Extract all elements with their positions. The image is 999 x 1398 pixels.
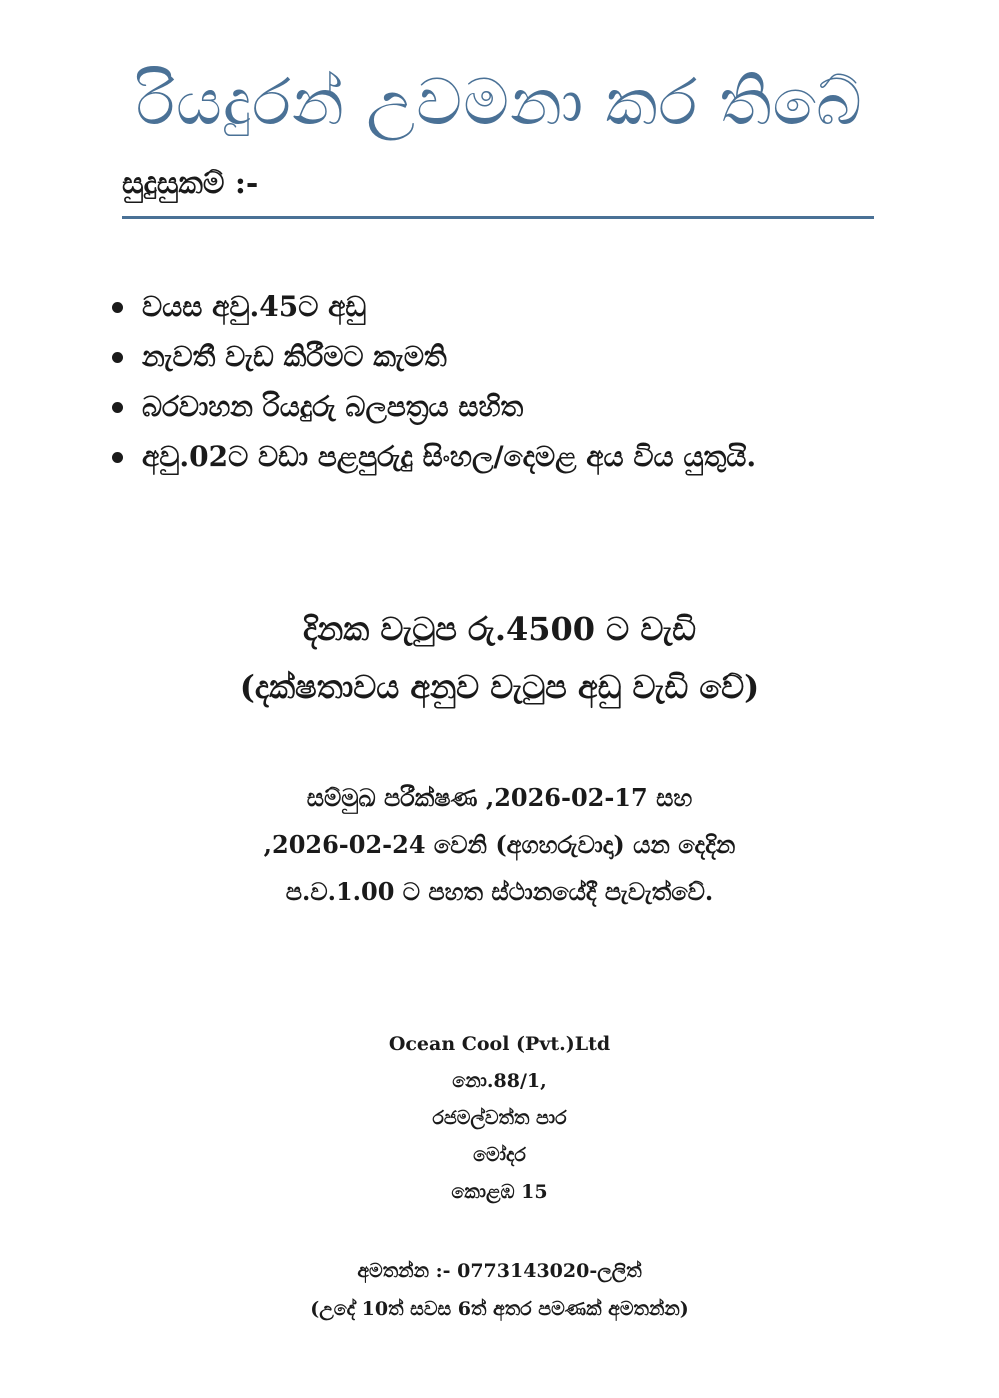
qualifications-heading: සුදුසුකම් :- [122,166,259,201]
list-item [112,282,756,332]
qualification-experience: අවු.02ට වඩා පළපුරුදු සිංහල/දෙමළ අය විය යුතුයි. [142,440,757,473]
interview-block [0,774,999,915]
address-block [0,1026,999,1211]
qualification-license: බරවාහන රියදුරු බලපත්‍රය සහිත [142,390,524,423]
address-area: මෝදර [473,1144,526,1166]
bullet-icon [112,302,123,313]
list-item [112,382,756,432]
heading-divider [122,216,874,219]
bullet-icon [112,402,123,413]
list-item [112,432,756,482]
interview-date-1: සම්මුඛ පරීක්ෂණ ,2026-02-17 සහ [306,783,693,812]
contact-phone: අමතන්න :- 0773143020-ලලිත් [357,1260,642,1282]
bullet-icon [112,452,123,463]
list-item [112,332,756,382]
bullet-icon [112,352,123,363]
qualifications-list [112,282,756,482]
salary-note: (දක්ෂතාවය අනුව වැටුප අඩු වැඩි වේ) [239,668,760,706]
interview-date-2: ,2026-02-24 වෙනි (අගහරුවාදා) යන දෙදින [263,830,736,859]
salary-block [0,600,999,716]
qualification-age: වයස අවු.45ට අඩු [142,290,367,323]
salary-amount: දිනක වැටුප රු.4500 ට වැඩි [303,610,696,648]
qualification-stay: නැවතී වැඩ කිරීමට කැමති [142,340,447,373]
company-name: Ocean Cool (Pvt.)Ltd [388,1033,611,1055]
address-city: කොළඹ 15 [451,1181,548,1203]
address-number: නො.88/1, [452,1070,547,1092]
page-title: රියදුරන් උවමනා කර තිබේ [136,66,863,140]
contact-hours: (උදේ 10ත් සවස 6ත් අතර පමණක් අමතන්න) [310,1298,689,1320]
interview-time: ප.ව.1.00 ට පහත ස්ථානයේදී පැවැත්වේ. [285,877,714,906]
address-road: රජමල්වත්ත පාර [432,1107,567,1129]
contact-block [0,1252,999,1328]
